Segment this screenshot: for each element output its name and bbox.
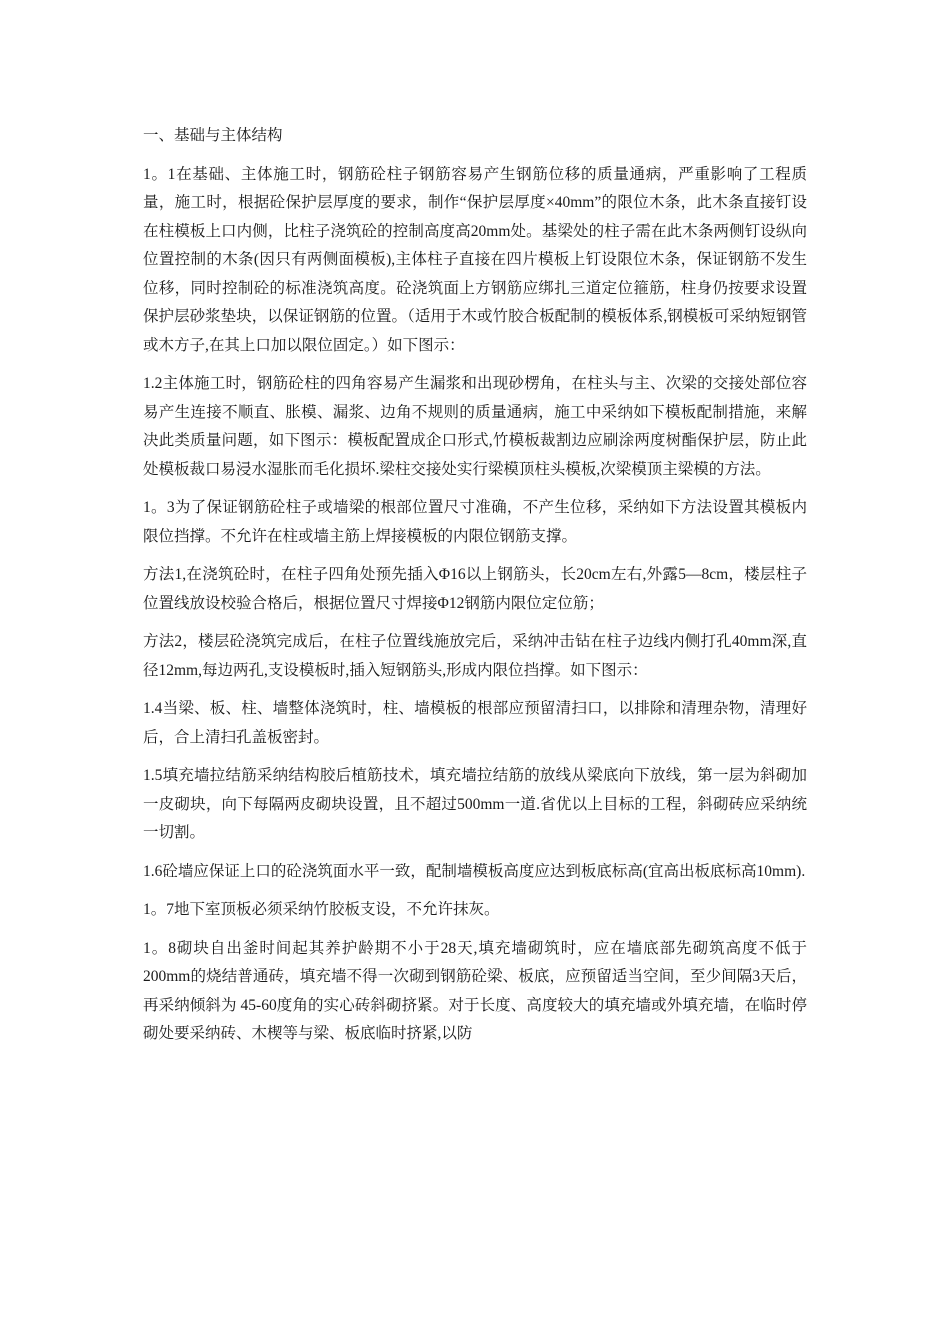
paragraph-1-1: 1。1在基础、主体施工时，钢筋砼柱子钢筋容易产生钢筋位移的质量通病，严重影响了工程质量，施工时，根据砼保护层厚度的要求，制作“保护层厚度×40mm”的限位木条，此木条直接钉设在柱模板上口内侧，比柱子浇筑砼的控制高度高20mm处。基梁处的柱子需在此木条两侧钉设纵向位置控制的木条(因只有两侧面模板),主体柱子直接在四片模板上钉设限位木条，保证钢筋不发生位移，同时控制砼的标准浇筑高度。砼浇筑面上方钢筋应绑扎三道定位箍筋，柱身仍按要求设置保护层砂浆垫块，以保证钢筋的位置。（适用于木或竹胶合板配制的模板体系,钢模板可采纳短钢管或木方子,在其上口加以限位固定。）如下图示： xyxy=(143,165,807,354)
paragraph-1-4: 1.4当梁、板、柱、墙整体浇筑时，柱、墙模板的根部应预留清扫口，以排除和清理杂物，清理好后，合上清扫孔盖板密封。 xyxy=(143,700,807,746)
paragraph-1-7: 1。7地下室顶板必须采纳竹胶板支设，不允许抹灰。 xyxy=(143,901,500,918)
paragraph-1-5: 1.5填充墙拉结筋采纳结构胶后植筋技术，填充墙拉结筋的放线从梁底向下放线，第一层为斜砌加一皮砌块，向下每隔两皮砌块设置，且不超过500mm一道.省优以上目标的工程，斜砌砖应采纳统一切割。 xyxy=(143,767,807,841)
paragraph-method-2: 方法2，楼层砼浇筑完成后，在柱子位置线施放完后，采纳冲击钻在柱子边线内侧打孔40mm深,直径12mm,每边两孔,支设模板时,插入短钢筋头,形成内限位挡撑。如下图示： xyxy=(143,633,807,679)
paragraph-method-1: 方法1,在浇筑砼时，在柱子四角处预先插入Φ16以上钢筋头，长20cm左右,外露5—8cm，楼层柱子位置线放设校验合格后，根据位置尺寸焊接Φ12钢筋内限位定位筋； xyxy=(143,566,807,612)
paragraph-1-3: 1。3为了保证钢筋砼柱子或墙梁的根部位置尺寸准确，不产生位移，采纳如下方法设置其模板内限位挡撑。不允许在柱或墙主筋上焊接模板的内限位钢筋支撑。 xyxy=(143,499,807,545)
section-heading: 一、基础与主体结构 xyxy=(143,127,283,144)
paragraph-1-8: 1。8砌块自出釜时间起其养护龄期不小于28天,填充墙砌筑时，应在墙底部先砌筑高度不低于200mm的烧结普通砖，填充墙不得一次砌到钢筋砼梁、板底，应预留适当空间，至少间隔3天后，再采纳倾斜为 45-60度角的实心砖斜砌挤紧。对于长度、高度较大的填充墙或外填充墙，在临时停砌处要采纳砖、木楔等与梁、板底临时挤紧,以防 xyxy=(143,939,807,1042)
document-body xyxy=(143,122,807,1059)
paragraph-1-6: 1.6砼墙应保证上口的砼浇筑面水平一致，配制墙模板高度应达到板底标高(宜高出板底标高10mm). xyxy=(143,862,806,880)
paragraph-1-2: 1.2主体施工时，钢筋砼柱的四角容易产生漏浆和出现砂楞角，在柱头与主、次梁的交接处部位容易产生连接不顺直、胀模、漏浆、边角不规则的质量通病，施工中采纳如下模板配制措施，来解决此类质量问题，如下图示：模板配置成企口形式,竹模板裁割边应刷涂两度树酯保护层，防止此处模板裁口易浸水湿胀而毛化损坏.梁柱交接处实行梁模顶柱头模板,次梁模顶主梁模的方法。 xyxy=(143,375,807,478)
